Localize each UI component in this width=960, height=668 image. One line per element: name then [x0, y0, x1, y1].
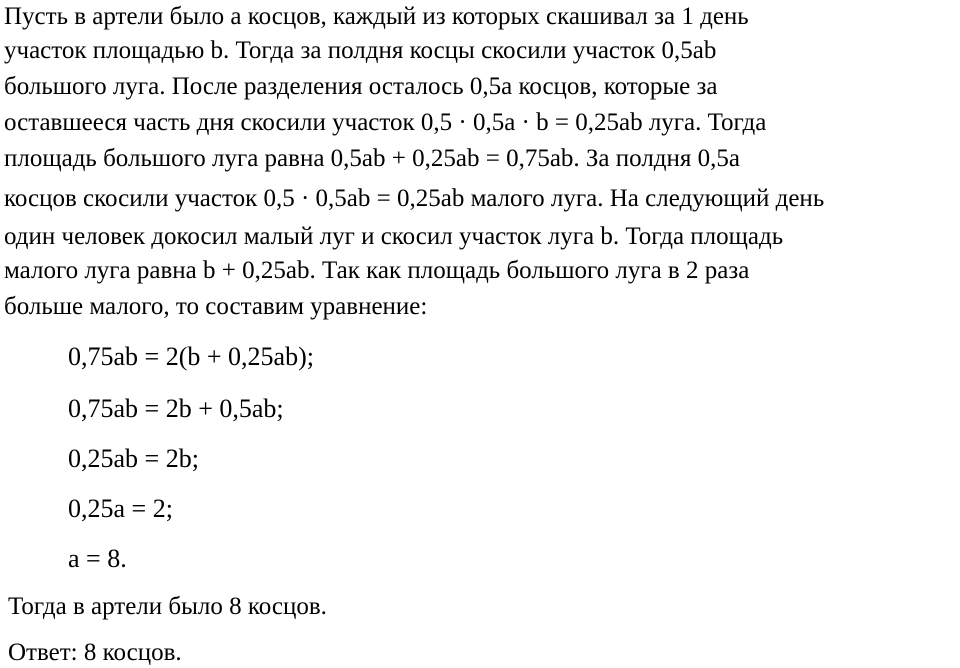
paragraph-line-8: малого луга равна b + 0,25ab. Так как площадь большого луга в 2 раза [4, 257, 750, 284]
paragraph-line-6: косцов скосили участок 0,5 · 0,5ab = 0,25ab малого луга. На следующий день [4, 185, 825, 212]
paragraph-line-5: площадь большого луга равна 0,5ab + 0,25ab = 0,75ab. За полдня 0,5a [4, 145, 740, 172]
equation-5: a = 8. [68, 544, 127, 573]
paragraph-line-2: участок площадью b. Тогда за полдня косцы скосили участок 0,5ab [4, 37, 717, 64]
paragraph-line-3: большого луга. После разделения осталось 0,5a косцов, которые за [4, 73, 718, 100]
paragraph-line-7: один человек докосил малый луг и скосил участок луга b. Тогда площадь [4, 223, 784, 250]
paragraph-line-9: больше малого, то составим уравнение: [4, 293, 428, 320]
equation-4: 0,25a = 2; [68, 494, 173, 523]
equation-1: 0,75ab = 2(b + 0,25ab); [68, 342, 314, 371]
equation-3: 0,25ab = 2b; [68, 444, 199, 473]
answer-text: Ответ: 8 косцов. [8, 639, 182, 666]
paragraph-line-4: оставшееся часть дня скосили участок 0,5 · 0,5a · b = 0,25ab луга. Тогда [4, 109, 767, 136]
conclusion-text: Тогда в артели было 8 косцов. [8, 593, 327, 620]
paragraph-line-1: Пусть в артели было a косцов, каждый из которых скашивал за 1 день [4, 3, 749, 30]
equation-2: 0,75ab = 2b + 0,5ab; [68, 394, 284, 423]
